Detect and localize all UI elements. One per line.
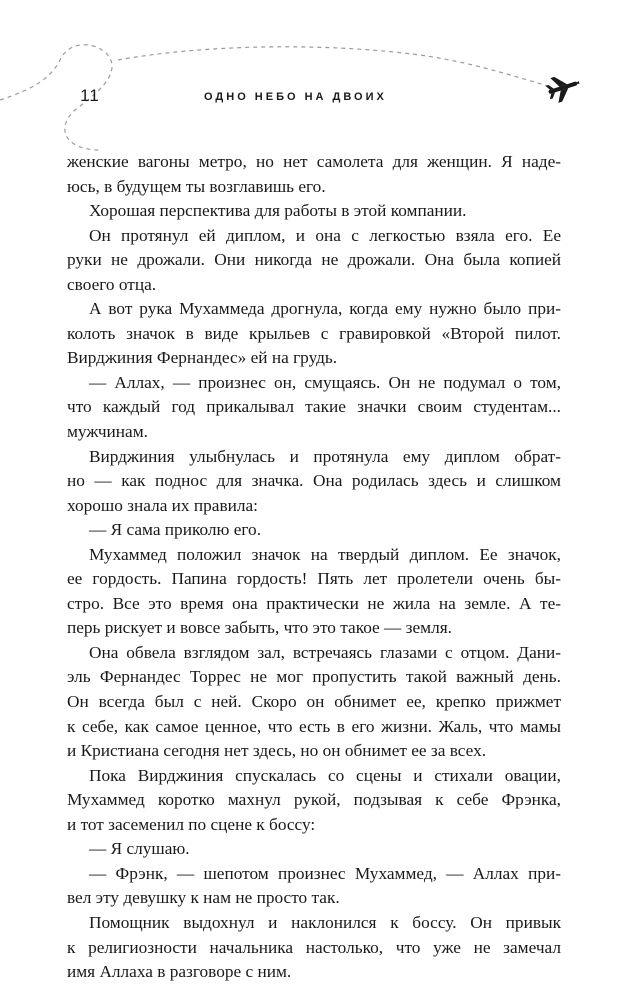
text-line: ее гордость. Папина гордость! Пять лет пролетели очень бы- <box>67 569 561 589</box>
text-line: к себе, как самое ценное, что есть в его жизни. Жаль, что мамы <box>67 716 561 736</box>
text-line: и тот засеменил по сцене к боссу: <box>67 814 316 834</box>
dashed-flight-path <box>0 0 644 160</box>
text-line: Мухаммед положил значок на твердый диплом. Ее значок, <box>89 544 561 564</box>
text-line: Мухаммед коротко махнул рукой, подзывая к себе Фрэнка, <box>67 790 561 810</box>
page-number: 11 <box>80 86 100 105</box>
text-line: Вирджиния улыбнулась и протянула ему диплом обрат- <box>89 446 561 466</box>
flight-path-right <box>118 47 548 86</box>
text-line: — Фрэнк, — шепотом произнес Мухаммед, — Аллах при- <box>89 863 561 883</box>
text-line: имя Аллаха в разговоре с ним. <box>67 962 292 982</box>
text-line: но — как поднос для значка. Она родилась здесь и слишком <box>67 471 561 491</box>
text-line: Вирджиния Фернандес» ей на грудь. <box>67 348 338 368</box>
text-line: колоть значок в виде крыльев с гравировкой «Второй пилот. <box>67 323 561 343</box>
text-line: перь рискует и вовсе забыть, что это такое — земля. <box>67 618 452 638</box>
airplane-icon <box>544 70 583 105</box>
text-line: стро. Все это время она практически не жила на земле. А те- <box>67 593 561 613</box>
text-line: к религиозности начальника настолько, что уже не замечал <box>67 937 561 957</box>
text-line: — Я сама приколю его. <box>89 520 262 540</box>
text-line: Он всегда был с ней. Скоро он обнимет ее, крепко прижмет <box>67 692 561 712</box>
text-line: вел эту девушку к нам не просто так. <box>67 888 340 908</box>
text-line: Помощник выдохнул и наклонился к боссу. Он привык <box>89 912 561 932</box>
text-line: А вот рука Мухаммеда дрогнула, когда ему нужно было при- <box>89 299 561 319</box>
text-line: своего отца. <box>67 274 157 294</box>
text-line: Хорошая перспектива для работы в этой компании. <box>89 201 467 221</box>
text-line: мужчинам. <box>67 422 148 442</box>
text-line: хорошо знала их правила: <box>67 495 258 515</box>
text-line: Она обвела взглядом зал, встречаясь глазами с отцом. Дани- <box>89 642 561 662</box>
text-line: руки не дрожали. Они никогда не дрожали. Она была копией <box>67 250 561 270</box>
body-text <box>67 150 561 985</box>
text-line: — Я слушаю. <box>89 839 190 859</box>
text-line: Пока Вирджиния спускалась со сцены и стихали овации, <box>89 765 561 785</box>
text-line: эль Фернандес Торрес не мог пропустить такой важный день. <box>67 667 561 687</box>
text-line: и Кристиана сегодня нет здесь, но он обнимет ее за всех. <box>67 741 487 761</box>
text-line: — Аллах, — произнес он, смущаясь. Он не подумал о том, <box>89 372 561 392</box>
running-title: ОДНО НЕБО НА ДВОИХ <box>204 91 387 103</box>
text-line: Он протянул ей диплом, и она с легкостью взяла его. Ее <box>89 225 561 245</box>
text-line: женские вагоны метро, но нет самолета для женщин. Я наде- <box>67 152 561 171</box>
text-line: юсь, в будущем ты возглавишь его. <box>67 176 326 196</box>
text-line: что каждый год прикалывал такие значки своим студентам... <box>67 397 561 417</box>
